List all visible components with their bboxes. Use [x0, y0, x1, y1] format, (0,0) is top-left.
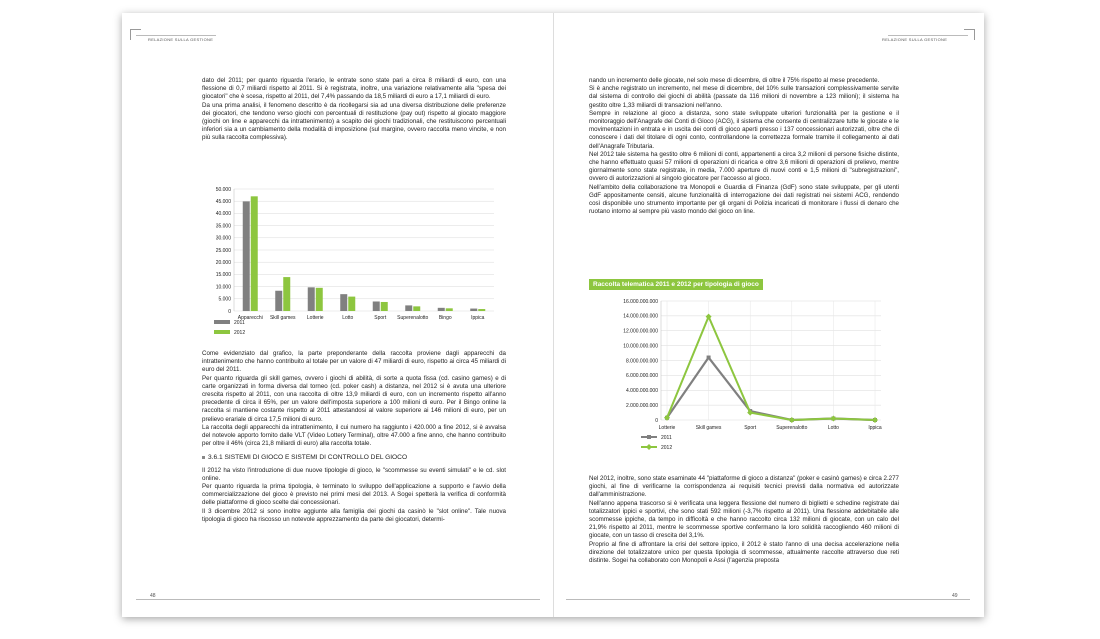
bar-2011 — [308, 287, 315, 311]
point-2012 — [830, 416, 836, 422]
paragraph: Nell'ambito della collaborazione tra Monopoli e Guardia di Finanza (GdF) sono state sviluppate, per gli utenti GdF appositamente censiti, alcune funzionalità di interrogazione dei dati registrati nei sistemi ACG, rendendo così disponibile uno strumento importante per gli organi di Polizia incaricati di monitorare i flussi di denaro che ruotano intorno al sempre più vasto mondo del gioco on line. — [589, 183, 899, 216]
bar-2012 — [316, 288, 323, 311]
y-tick-label: 5.000 — [218, 296, 231, 303]
series-line-2011 — [667, 358, 875, 420]
point-2012 — [706, 314, 712, 320]
right-running-head: RELAZIONE SULLA GESTIONE — [882, 37, 948, 42]
paragraph: La raccolta degli apparecchi da intrattenimento, il cui numero ha raggiunto i 420.000 a fine 2012, si è avvalsa del notevole apporto fornito dalle VLT (Video Lottery Terminal), oltre 47.000 a fine anno, che hanno contribuito per oltre il 46% (circa 21,8 miliardi di euro) alla raccolta totale. — [202, 423, 506, 448]
book-spread — [122, 13, 984, 617]
x-tick-label: Sport — [744, 425, 757, 431]
x-tick-label: Ippica — [471, 315, 485, 321]
paragraph: Si è anche registrato un incremento, nel mese di dicembre, del 10% sulle transazioni complessivamente servite dal sistema di controllo dei giochi di abilità (passate da 116 milioni di novembre a 123 milioni); il sistema ha gestito oltre 1,33 miliardi di transazioni nell'anno. — [589, 85, 899, 109]
paragraph: nando un incremento delle giocate, nel solo mese di dicembre, di oltre il 75% rispetto al mese precedente. — [589, 77, 880, 84]
paragraph: Come evidenziato dal grafico, la parte preponderante della raccolta proviene dagli apparecchi da intrattenimento che hanno contribuito al totale per un valore di 47 miliardi di euro, rispetto ai circa 45 miliardi di euro del 2011. — [202, 350, 506, 374]
right-lower-text — [589, 475, 899, 565]
bar-2011 — [340, 294, 347, 311]
bar-2012 — [446, 308, 453, 311]
x-tick-label: Superenalotto — [776, 425, 808, 431]
bar-2011 — [373, 301, 380, 311]
section-bullet-icon — [202, 456, 205, 459]
bar-2011 — [470, 309, 477, 311]
right-page-number: 49 — [952, 593, 958, 599]
y-tick-label: 16.000.000.000 — [623, 298, 658, 305]
x-tick-label: Lotterie — [306, 315, 324, 321]
paragraph: Il 2012 ha visto l'introduzione di due nuove tipologie di gioco, le "scommesse su eventi simulati" e le cd. slot online. — [202, 466, 506, 482]
y-tick-label: 4.000.000.000 — [626, 388, 658, 395]
paragraph: Il 3 dicembre 2012 si sono inoltre aggiunte alla famiglia dei giochi da casinò le "slot online". Tale nuova tipologia di gioco ha riscosso un notevole apprezzamento da parte dei giocatori, determi- — [202, 507, 506, 523]
right-footer-rule — [566, 599, 970, 600]
x-tick-label: Skill games — [695, 425, 722, 431]
section-heading-text: 3.6.1 SISTEMI DI GIOCO E SISTEMI DI CONTROLLO DEL GIOCO — [208, 454, 408, 462]
legend-label: 2011 — [234, 320, 245, 326]
y-tick-label: 10.000 — [215, 284, 231, 291]
paragraph: Nel 2012, inoltre, sono state esaminate 44 "piattaforme di gioco a distanza" (poker e casinò games) e circa 2.277 giochi, al fine di verificarne la corrispondenza ai requisiti tecnici previsti dalla normativa ed autorizzate dall'amministrazione. — [589, 475, 899, 499]
y-tick-label: 2.000.000.000 — [626, 402, 658, 409]
y-tick-label: 0 — [228, 308, 231, 315]
x-tick-label: Lotto — [827, 425, 839, 431]
paragraph: Nell'anno appena trascorso si è verificata una leggera flessione del numero di biglietti e schedine registrate dai totalizzatori ippici e sportivi, che sono stati 592 milioni (-3,7% rispetto al 2011). Una flessione addebitabile alle scommesse ippiche, da tempo in difficoltà e che hanno raccolto circa 132 milioni di giocate, con un calo del 21,9% rispetto al 2011, mentre le scommesse sportive confermano la loro solidità raccogliendo 460 milioni di giocate, con un tasso di crescita del 3,1%. — [589, 499, 899, 540]
bar-2011 — [275, 291, 282, 311]
y-tick-label: 10.000.000.000 — [623, 343, 658, 350]
line-chart-title: Raccolta telematica 2011 e 2012 per tipologia di gioco — [589, 279, 763, 290]
paragraph: dato del 2011; per quanto riguarda l'erario, le entrate sono state pari a circa 8 miliardi di euro, con una flessione di 0,7 miliardi rispetto al 2011. Si è registrata, inoltre, una variazione relativamente alla "spesa dei giocatori" che è scesa, rispetto al 2011, del 7,4% passando da 18,5 miliardi di euro a 17,1 miliardi di euro. — [202, 77, 506, 101]
point-2012 — [872, 417, 878, 423]
x-tick-label: Skill games — [269, 315, 296, 321]
legend-marker-2011 — [647, 435, 651, 439]
bar-2012 — [381, 302, 388, 311]
section-heading — [202, 454, 506, 462]
paragraph: Nel 2012 tale sistema ha gestito oltre 6 milioni di conti, appartenenti a circa 3,2 milioni di persone fisiche distinte, che hanno effettuato quasi 57 milioni di operazioni di ricarica e oltre 3,6 milioni di operazioni di prelievo, mentre giornalmente sono state registrate, in media, 7.000 aperture di nuovi conti e 1,5 milioni di "subregistrazioni", ovvero di autorizzazioni al singolo giocatore per l'accesso al gioco. — [589, 150, 899, 183]
legend-label: 2011 — [661, 435, 672, 441]
right-header-rule — [888, 35, 968, 36]
legend-label: 2012 — [661, 445, 673, 451]
paragraph: Per quanto riguarda la prima tipologia, è terminato lo sviluppo dell'applicazione a supporto e l'avvio della commercializzazione del gioco è previsto nei primi mesi del 2013. A Sogei spetterà la verifica di conformità delle piattaforme di gioco scelte dai concessionari. — [202, 483, 506, 507]
paragraph: Sempre in relazione al gioco a distanza, sono state sviluppate ulteriori funzionalità per la gestione e il monitoraggio dell'Anagrafe dei Conti di Gioco (ACG), il sistema che consente di centralizzare tutte le giocate e le movimentazioni in entrata e in uscita dei conti di gioco aperti presso i 137 concessionari autorizzati, oltre che di conoscere i dati del titolare di ogni conto, controllandone la correttezza formale tramite il collegamento ai dati dell'Anagrafe Tributaria. — [589, 109, 899, 150]
paragraph: Per quanto riguarda gli skill games, ovvero i giochi di abilità, di sorte a quota fissa (cd. casino games) e di carte organizzati in forma diversa dal torneo (cd. poker cash) a distanza, nel 2012 si è avuta una ulteriore crescita rispetto al 2011, con una raccolta di oltre 13,9 miliardi di euro, con un incremento rispetto all'anno precedente di circa il 65%, per un valore dell'imposta superiore a 100 milioni di euro. Per il Bingo online la raccolta si mantiene costante rispetto al 2011 attestandosi al valore superiore ai 146 milioni di euro, per un prelievo erariale di circa 17,5 milioni di euro. — [202, 374, 506, 423]
left-lower-text — [202, 350, 506, 524]
left-running-head: RELAZIONE SULLA GESTIONE — [148, 37, 214, 42]
bar-chart — [202, 183, 502, 348]
left-intro-text — [202, 77, 506, 143]
bar-2012 — [251, 196, 258, 311]
bar-2011 — [405, 305, 412, 311]
x-tick-label: Apparecchi — [237, 315, 263, 321]
paragraph: Proprio al fine di affrontare la crisi del settore ippico, il 2012 è stato l'anno di una decisa accelerazione nella direzione del totalizzatore unico per questa tipologia di scommesse, attualmente raccolte attraverso due reti distinte. Sogei ha collaborato con Monopoli e Assi (l'agenzia preposta — [589, 540, 899, 565]
y-tick-label: 50.000 — [215, 186, 231, 193]
y-tick-label: 35.000 — [215, 223, 231, 230]
x-tick-label: Lotterie — [658, 425, 676, 431]
legend-swatch-2011 — [214, 320, 230, 324]
x-tick-label: Sport — [374, 315, 387, 321]
series-line-2012 — [667, 317, 875, 420]
paragraph: Da una prima analisi, il fenomeno descritto è da ricollegarsi sia ad una diversa distribuzione delle preferenze dei giocatori, che tendono verso giochi con percentuali di restituzione (pay out) rispetto al giocato maggiore (giochi on line e apparecchi da intrattenimento) a scapito dei giochi tradizionali, che restituiscono percentuali inferiori sia a un cambiamento della modalità di imposizione (sul margine, ovvero raccolta meno vincite, e non più sulla raccolta complessiva). — [202, 101, 506, 142]
y-tick-label: 6.000.000.000 — [626, 373, 658, 380]
left-header-rule — [136, 35, 216, 36]
bar-2012 — [413, 306, 420, 311]
y-tick-label: 20.000 — [215, 260, 231, 266]
left-page-number: 48 — [150, 593, 156, 599]
legend-label: 2012 — [234, 330, 246, 336]
legend-marker-2012 — [646, 444, 652, 450]
point-2012 — [789, 417, 795, 423]
y-tick-label: 25.000 — [215, 247, 231, 254]
y-tick-label: 8.000.000.000 — [626, 358, 658, 365]
x-tick-label: Ippica — [868, 425, 882, 431]
line-chart — [589, 295, 889, 463]
bar-2011 — [243, 201, 250, 311]
spine — [553, 13, 554, 617]
x-tick-label: Bingo — [438, 315, 452, 321]
y-tick-label: 40.000 — [215, 211, 231, 218]
bar-2012 — [478, 309, 485, 311]
left-footer-rule — [136, 599, 540, 600]
bar-2012 — [348, 297, 355, 311]
x-tick-label: Superenalotto — [397, 315, 429, 321]
y-tick-label: 30.000 — [215, 235, 231, 242]
y-tick-label: 15.000 — [215, 272, 231, 279]
x-tick-label: Lotto — [342, 315, 354, 321]
legend-swatch-2012 — [214, 330, 230, 334]
point-2011 — [707, 356, 711, 360]
y-tick-label: 0 — [655, 417, 658, 424]
right-upper-text — [589, 77, 899, 216]
y-tick-label: 14.000.000.000 — [623, 313, 658, 320]
bar-2012 — [283, 277, 290, 311]
y-tick-label: 45.000 — [215, 199, 231, 205]
bar-2011 — [438, 308, 445, 311]
y-tick-label: 12.000.000.000 — [623, 328, 658, 335]
